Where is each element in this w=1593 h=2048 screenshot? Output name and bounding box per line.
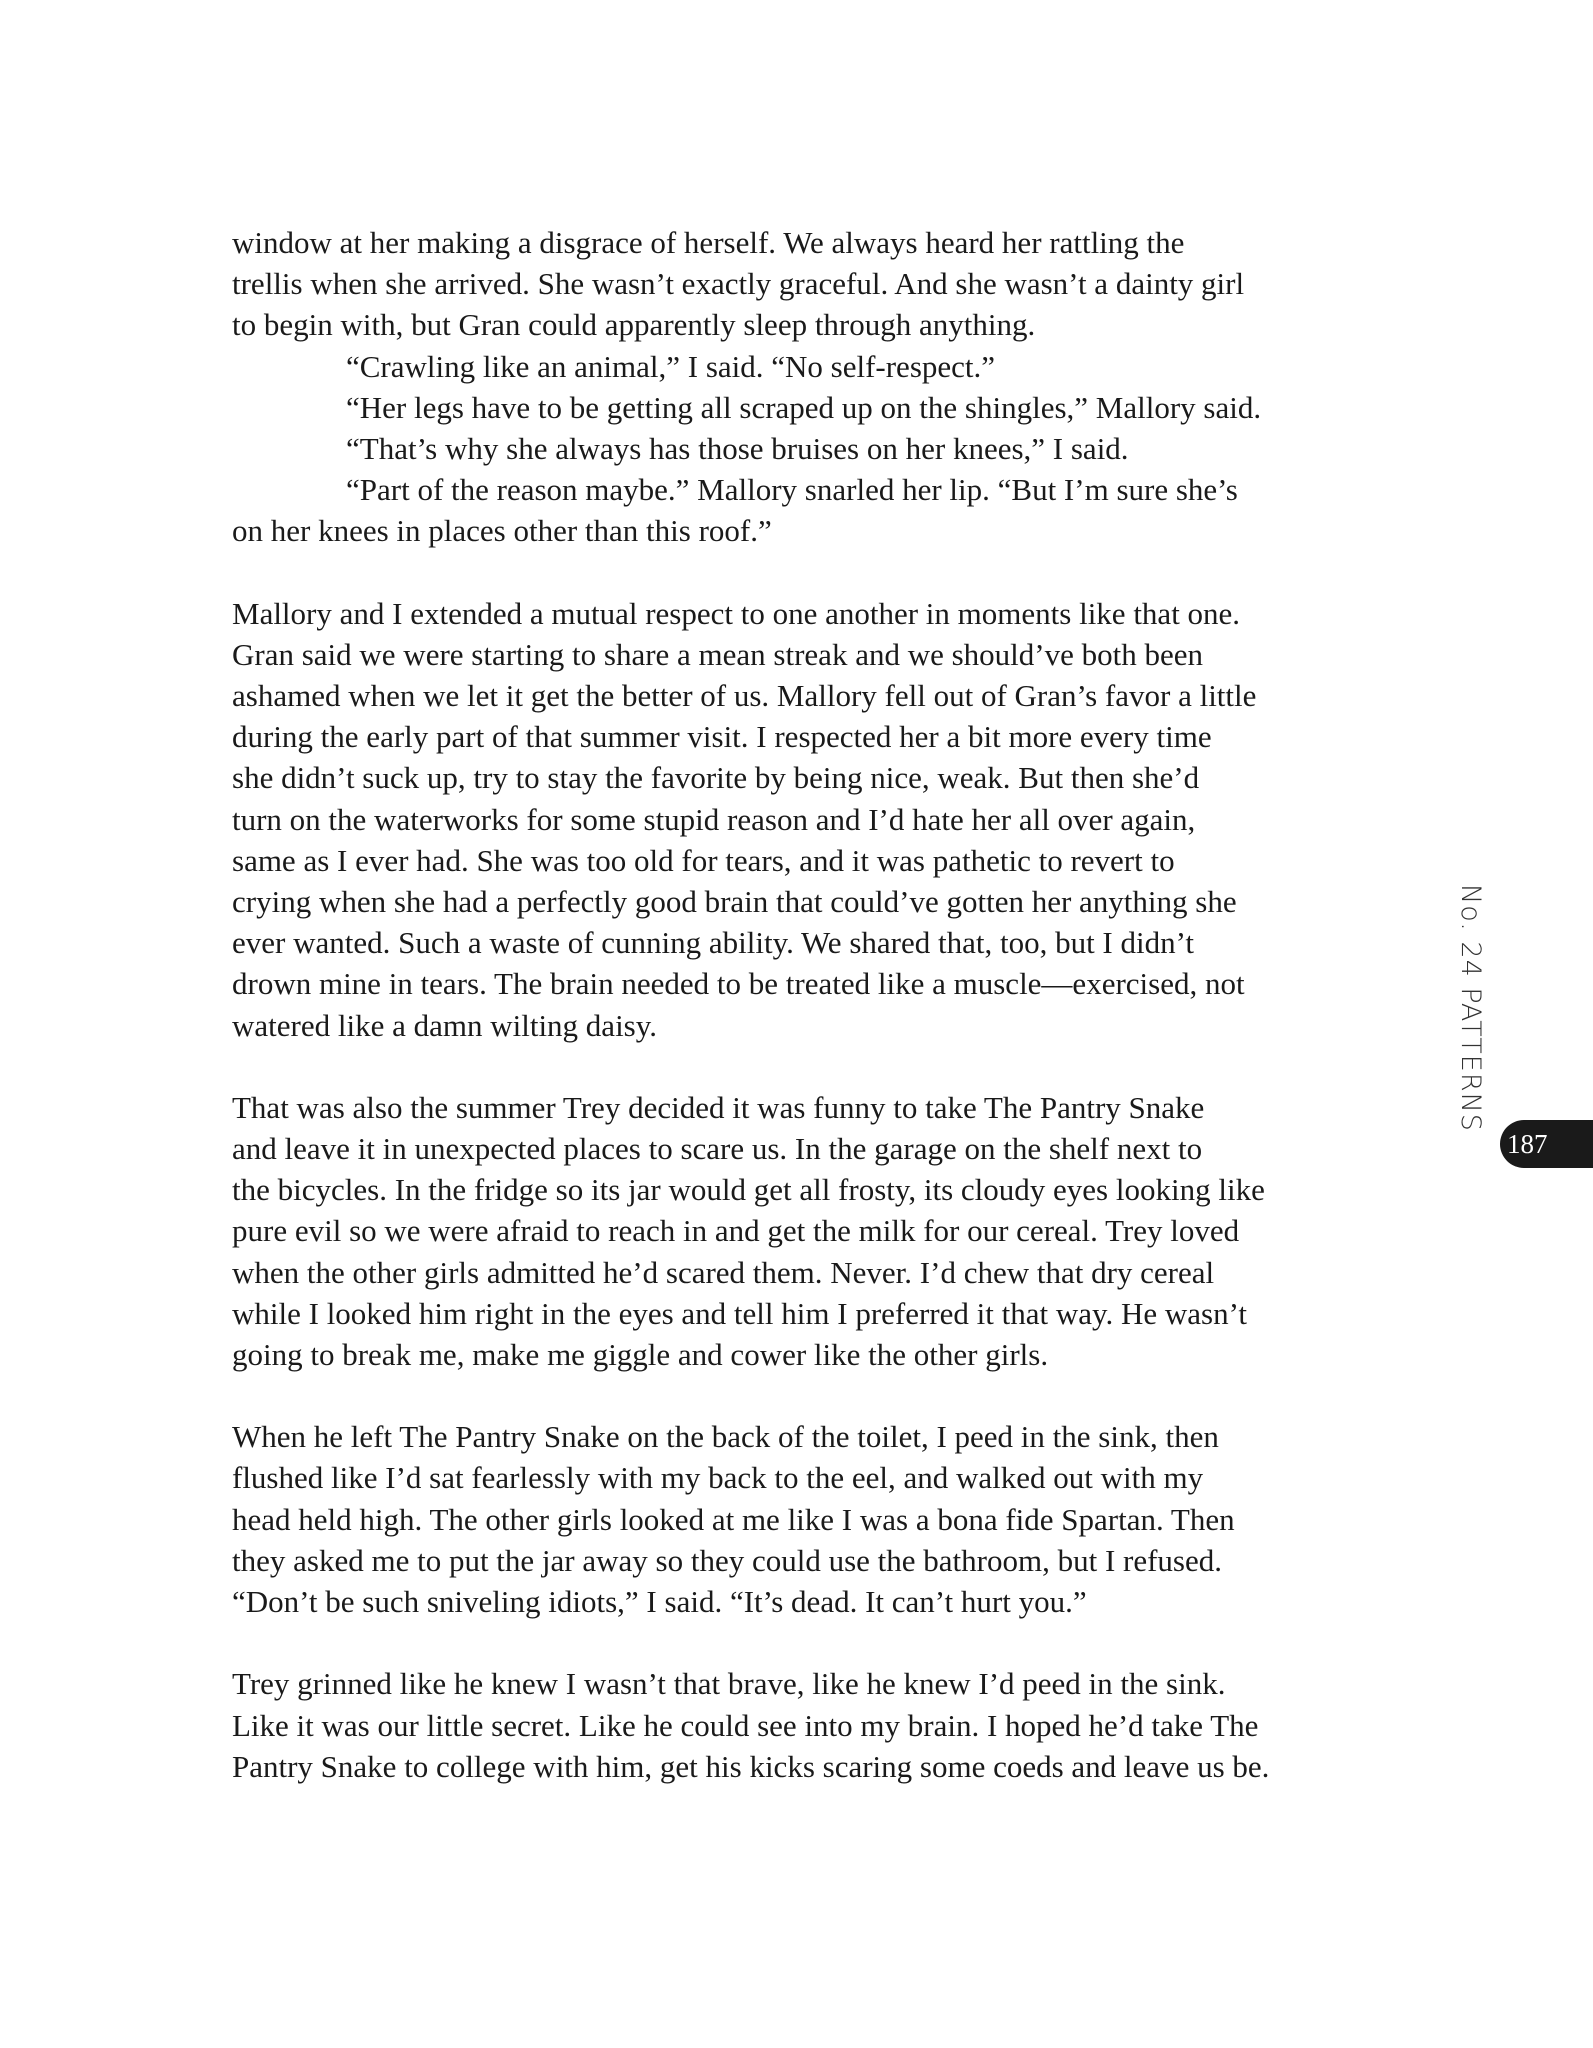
text-line: pure evil so we were afraid to reach in and get the milk for our cereal. Trey loved <box>232 1213 1240 1249</box>
paragraph-gap <box>232 1046 1382 1087</box>
text-line: and leave it in unexpected places to scare us. In the garage on the shelf next to <box>232 1131 1203 1167</box>
text-line: Like it was our little secret. Like he could see into my brain. I hoped he’d take The <box>232 1707 1259 1743</box>
text-line: drown mine in tears. The brain needed to be treated like a muscle—exercised, not <box>232 966 1245 1002</box>
text-line: ever wanted. Such a waste of cunning ability. We shared that, too, but I didn’t <box>232 925 1194 961</box>
text-line: crying when she had a perfectly good brain that could’ve gotten her anything she <box>232 884 1237 920</box>
page-number: 187 <box>1507 1129 1548 1159</box>
paragraph <box>232 469 1382 551</box>
text-line: going to break me, make me giggle and cower like the other girls. <box>232 1337 1049 1373</box>
text-line: when the other girls admitted he’d scared them. Never. I’d chew that dry cereal <box>232 1254 1215 1290</box>
dialogue-line: “That’s why she always has those bruises on her knees,” I said. <box>346 431 1129 467</box>
paragraph-gap <box>232 1375 1382 1416</box>
text-line: Gran said we were starting to share a mean streak and we should’ve both been <box>232 636 1203 672</box>
text-line: Trey grinned like he knew I wasn’t that brave, like he knew I’d peed in the sink. <box>232 1666 1226 1702</box>
text-line: the bicycles. In the fridge so its jar would get all frosty, its cloudy eyes looking like <box>232 1172 1265 1208</box>
text-line: while I looked him right in the eyes and tell him I preferred it that way. He wasn’t <box>232 1295 1247 1331</box>
text-line: during the early part of that summer visit. I respected her a bit more every time <box>232 719 1212 755</box>
text-line: That was also the summer Trey decided it was funny to take The Pantry Snake <box>232 1089 1205 1125</box>
dialogue-line: “Her legs have to be getting all scraped up on the shingles,” Mallory said. <box>346 389 1262 425</box>
paragraph <box>232 1087 1382 1375</box>
dialogue-line: “Crawling like an animal,” I said. “No self-respect.” <box>346 348 996 384</box>
text-line: When he left The Pantry Snake on the back of the toilet, I peed in the sink, then <box>232 1419 1219 1455</box>
text-line: same as I ever had. She was too old for tears, and it was pathetic to revert to <box>232 842 1175 878</box>
text-line: window at her making a disgrace of herself. We always heard her rattling the <box>232 225 1185 260</box>
running-head: No. 24 PATTERNS <box>1455 884 1486 1132</box>
text-line: “Part of the reason maybe.” Mallory snarled her lip. “But I’m sure she’s <box>346 472 1238 508</box>
text-line: “Don’t be such sniveling idiots,” I said. “It’s dead. It can’t hurt you.” <box>232 1584 1087 1620</box>
paragraph <box>232 1663 1382 1787</box>
text-line: on her knees in places other than this roof.” <box>232 513 772 549</box>
text-line: to begin with, but Gran could apparently sleep through anything. <box>232 307 1036 343</box>
text-line: turn on the waterworks for some stupid reason and I’d hate her all over again, <box>232 801 1196 837</box>
text-line: trellis when she arrived. She wasn’t exactly graceful. And she wasn’t a dainty girl <box>232 266 1245 302</box>
text-line: they asked me to put the jar away so they could use the bathroom, but I refused. <box>232 1542 1223 1578</box>
text-line: Mallory and I extended a mutual respect to one another in moments like that one. <box>232 595 1241 631</box>
text-line: she didn’t suck up, try to stay the favorite by being nice, weak. But then she’d <box>232 760 1200 796</box>
paragraph <box>232 222 1382 346</box>
page-number-tab <box>1500 1120 1593 1168</box>
text-line: flushed like I’d sat fearlessly with my back to the eel, and walked out with my <box>232 1460 1204 1496</box>
paragraph <box>232 1416 1382 1622</box>
paragraph-gap <box>232 1622 1382 1663</box>
paragraph-gap <box>232 552 1382 593</box>
text-line: ashamed when we let it get the better of us. Mallory fell out of Gran’s favor a little <box>232 678 1257 714</box>
paragraph <box>232 593 1382 1046</box>
text-line: watered like a damn wilting daisy. <box>232 1007 657 1043</box>
text-line: head held high. The other girls looked at me like I was a bona fide Spartan. Then <box>232 1501 1235 1537</box>
text-line: Pantry Snake to college with him, get his kicks scaring some coeds and leave us be. <box>232 1748 1270 1784</box>
body-text <box>232 222 1382 1787</box>
